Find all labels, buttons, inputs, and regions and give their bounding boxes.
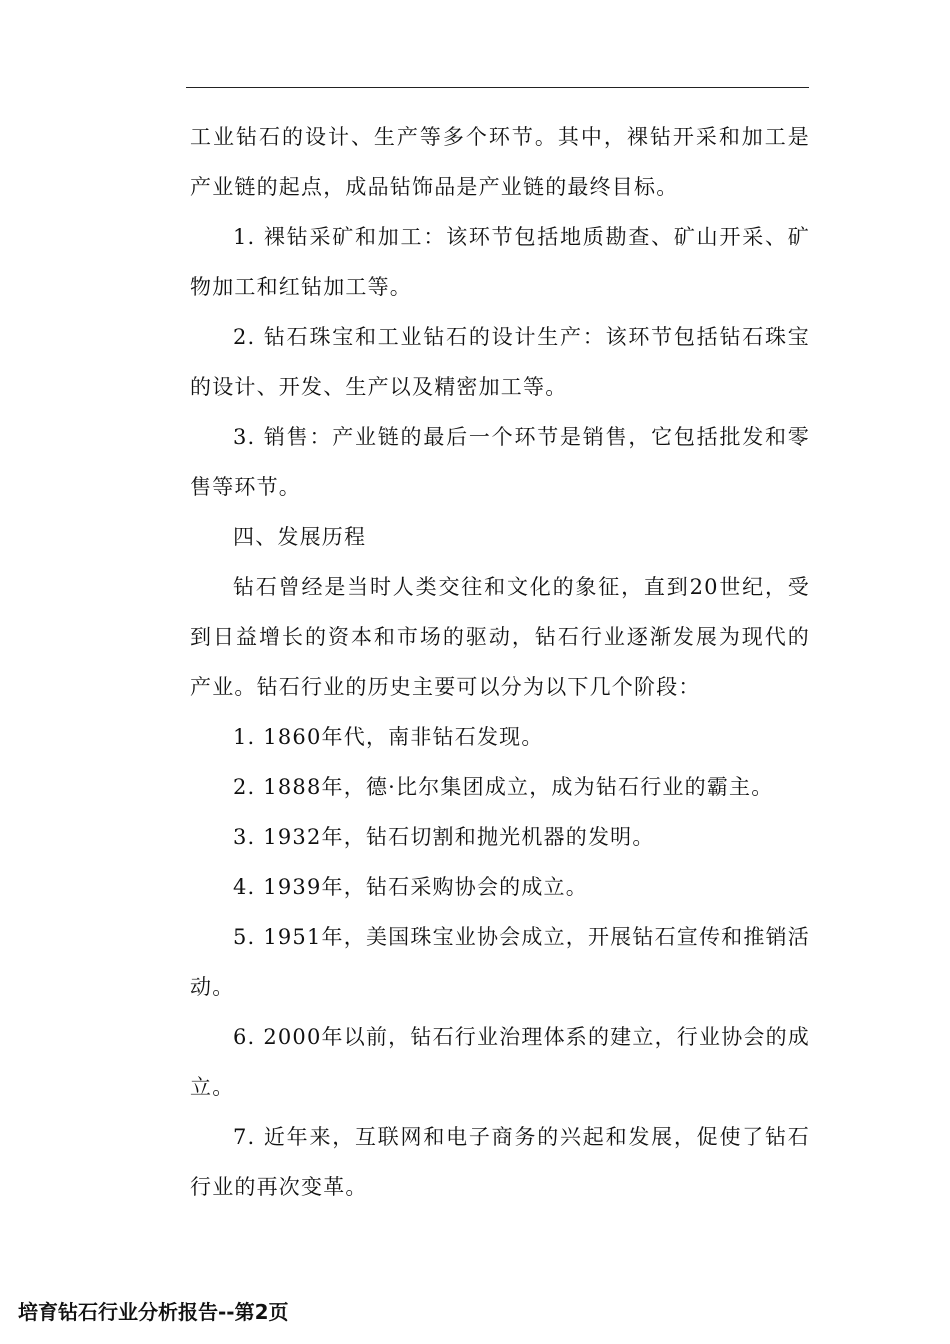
document-body [190, 112, 810, 1212]
header-rule [186, 87, 809, 88]
paragraph-history-stage-2: 2. 1888年，德·比尔集团成立，成为钻石行业的霸主。 [233, 775, 774, 799]
paragraph-history-stage-3: 3. 1932年，钻石切割和抛光机器的发明。 [233, 825, 655, 849]
section-heading-history: 四、发展历程 [233, 525, 367, 549]
paragraph-chain-item-1: 1. 裸钻采矿和加工：该环节包括地质勘查、矿山开采、矿物加工和红钻加工等。 [190, 225, 810, 299]
paragraph-history-stage-4: 4. 1939年，钻石采购协会的成立。 [233, 875, 588, 899]
paragraph-chain-item-3: 3. 销售：产业链的最后一个环节是销售，它包括批发和零售等环节。 [190, 425, 810, 499]
paragraph-history-stage-6: 6. 2000年以前，钻石行业治理体系的建立，行业协会的成立。 [190, 1025, 810, 1099]
paragraph-intro-continued: 工业钻石的设计、生产等多个环节。其中，裸钻开采和加工是产业链的起点，成品钻饰品是产业链的最终目标。 [190, 125, 810, 199]
paragraph-history-stage-1: 1. 1860年代，南非钻石发现。 [233, 725, 544, 749]
paragraph-history-intro: 钻石曾经是当时人类交往和文化的象征，直到20世纪，受到日益增长的资本和市场的驱动，钻石行业逐渐发展为现代的产业。钻石行业的历史主要可以分为以下几个阶段： [190, 575, 810, 699]
paragraph-chain-item-2: 2. 钻石珠宝和工业钻石的设计生产：该环节包括钻石珠宝的设计、开发、生产以及精密加工等。 [190, 325, 810, 399]
paragraph-history-stage-5: 5. 1951年，美国珠宝业协会成立，开展钻石宣传和推销活动。 [190, 925, 810, 999]
page-footer: 培育钻石行业分析报告--第2页 [18, 1300, 289, 1324]
paragraph-history-stage-7: 7. 近年来，互联网和电子商务的兴起和发展，促使了钻石行业的再次变革。 [190, 1125, 810, 1199]
